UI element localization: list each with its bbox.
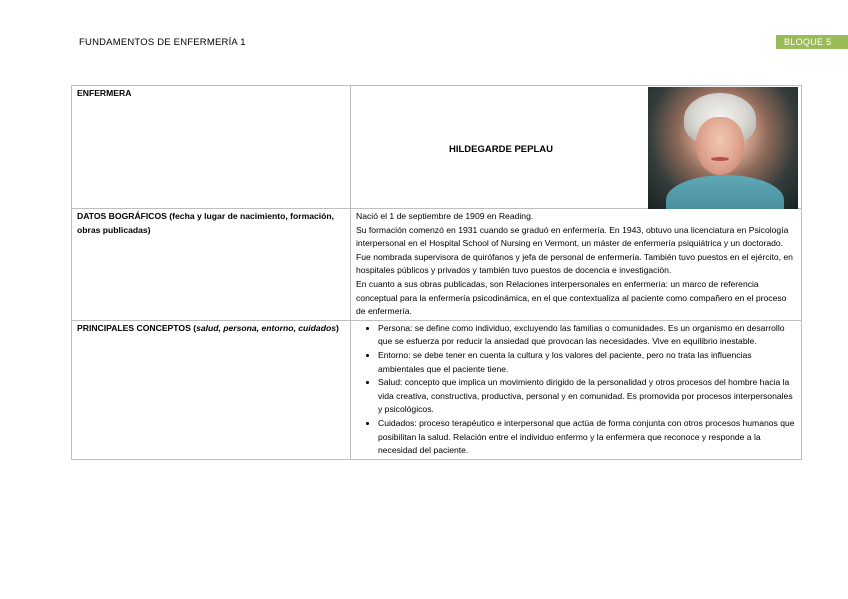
nurse-name: HILDEGARDE PEPLAU — [449, 144, 553, 155]
biography-label: DATOS BOGRÁFICOS (fecha y lugar de nacimiento, formación, obras publicadas) — [77, 211, 335, 235]
concepts-label-cell — [72, 320, 351, 459]
concepts-label-italic: salud, persona, entorno, cuidados — [196, 322, 336, 333]
concepts-label-main: PRINCIPALES CONCEPTOS ( — [77, 322, 197, 333]
biography-content-cell — [351, 209, 802, 321]
biography-paragraph: Su formación comenzó en 1931 cuando se graduó en enfermería. En 1943, obtuvo una licenciatura en Psicología interpersonal en el Hospital School of Nursing en Vermont, un máster de enfermería psiquiátrica y un doctorado. Fue nombrada supervisora de quirófanos y jefa de personal de enfermería. También tuvo puestos en el ejército, en hospitales públicos y privados y también tuvo puestos de docencia e investigación. — [356, 224, 793, 276]
document-header-title: FUNDAMENTOS DE ENFERMERÍA 1 — [79, 37, 246, 48]
list-item: • Cuidados: proceso terapéutico e interpersonal que actúa de forma conjunta con otros procesos humanos que posibilitan la salud. Relación entre el individuo enfermo y la enfermera que reconoce y responde a la necesidad del paciente. — [378, 417, 796, 458]
biography-label-cell — [72, 209, 351, 321]
table-row — [72, 86, 802, 209]
concepts-label-end: ) — [335, 322, 339, 333]
table-row — [72, 320, 802, 459]
table-row — [72, 209, 802, 321]
nurse-label-cell — [72, 86, 351, 209]
list-item: • Salud: concepto que implica un movimiento dirigido de la personalidad y otros procesos del hombre hacia la vida creativa, constructiva, productiva, personal y en comunidad. Es promovida por procesos interpersonales y psicológicos. — [378, 376, 796, 417]
list-item: • Entorno: se debe tener en cuenta la cultura y los valores del paciente, pero no trata las influencias ambientales que el paciente tiene. — [378, 349, 796, 376]
concepts-content-cell — [351, 320, 802, 459]
nurse-info-table — [71, 85, 802, 460]
nurse-name-cell — [351, 86, 802, 209]
section-badge: BLOQUE 5 — [776, 35, 848, 49]
concepts-list — [356, 322, 796, 458]
biography-paragraph: En cuanto a sus obras publicadas, son Relaciones interpersonales en enfermería: un marco de referencia conceptual para la enfermería psicodinámica, en el que contextualiza al paciente como compañero en el proceso de enfermería. — [356, 278, 787, 317]
list-item: • Persona: se define como individuo, excluyendo las familias o comunidades. Es un organismo en desarrollo que se esfuerza por reducir la ansiedad que provocan las necesidades. Vive en equilibrio inestable. — [378, 322, 796, 349]
nurse-label: ENFERMERA — [77, 88, 132, 98]
nurse-portrait-image — [648, 87, 798, 209]
biography-paragraph: Nació el 1 de septiembre de 1909 en Reading. — [356, 211, 534, 221]
